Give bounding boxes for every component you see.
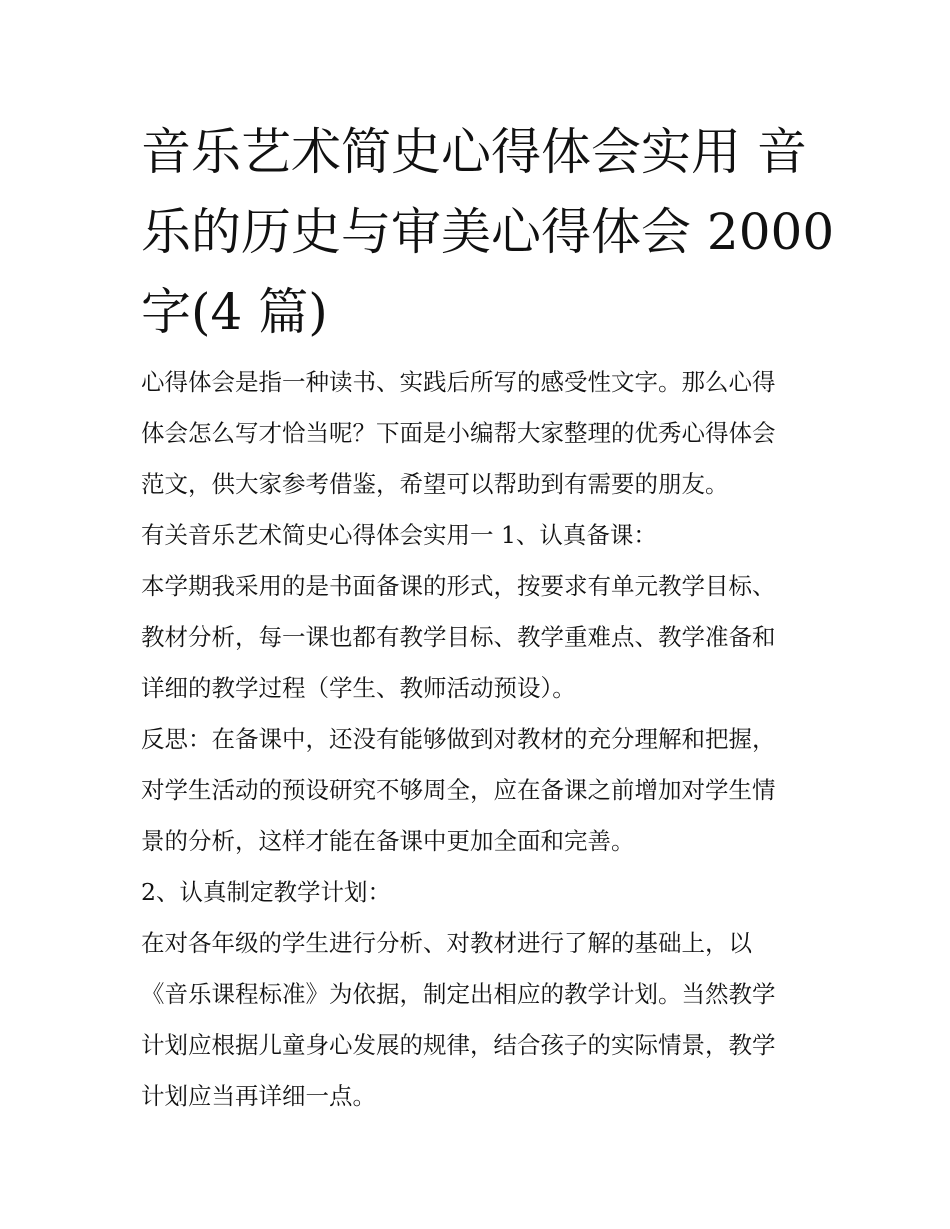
- body-paragraph: [141, 918, 821, 1122]
- title-line: 音乐艺术简史心得体会实用 音: [141, 123, 807, 181]
- intro-paragraph: [141, 357, 821, 510]
- text-line: 在对各年级的学生进行分析、对教材进行了解的基础上，以: [141, 929, 752, 957]
- document-title: [141, 112, 835, 352]
- text-line: 对学生活动的预设研究不够周全，应在备课之前增加对学生情: [141, 776, 776, 804]
- text-line: 本学期我采用的是书面备课的形式，按要求有单元教学目标、: [141, 572, 776, 600]
- text-line: 计划应当再详细一点。: [141, 1082, 376, 1110]
- text-line: 教材分析，每一课也都有教学目标、教学重难点、教学准备和: [141, 623, 776, 651]
- title-line: 字(4 篇): [141, 283, 328, 341]
- section-heading-2: [141, 867, 821, 918]
- text-line: 范文，供大家参考借鉴，希望可以帮助到有需要的朋友。: [141, 470, 729, 498]
- document-body: [141, 357, 821, 1122]
- text-line: 景的分析，这样才能在备课中更加全面和完善。: [141, 827, 635, 855]
- text-line: 反思：在备课中，还没有能够做到对教材的充分理解和把握，: [141, 725, 776, 753]
- text-line: 《音乐课程标准》为依据，制定出相应的教学计划。当然教学: [141, 980, 776, 1008]
- reflection-paragraph: [141, 714, 821, 867]
- text-line: 详细的教学过程（学生、教师活动预设）。: [141, 674, 576, 702]
- text-line: 计划应根据儿童身心发展的规律，结合孩子的实际情景，教学: [141, 1031, 776, 1059]
- title-line: 乐的历史与审美心得体会 2000: [141, 203, 835, 261]
- text-line: 有关音乐艺术简史心得体会实用一 1、认真备课：: [141, 521, 657, 549]
- text-line: 体会怎么写才恰当呢？下面是小编帮大家整理的优秀心得体会: [141, 419, 776, 447]
- text-line: 2、认真制定教学计划：: [141, 878, 391, 906]
- body-paragraph: [141, 561, 821, 714]
- text-line: 心得体会是指一种读书、实践后所写的感受性文字。那么心得: [141, 368, 776, 396]
- section-heading-1: [141, 510, 821, 561]
